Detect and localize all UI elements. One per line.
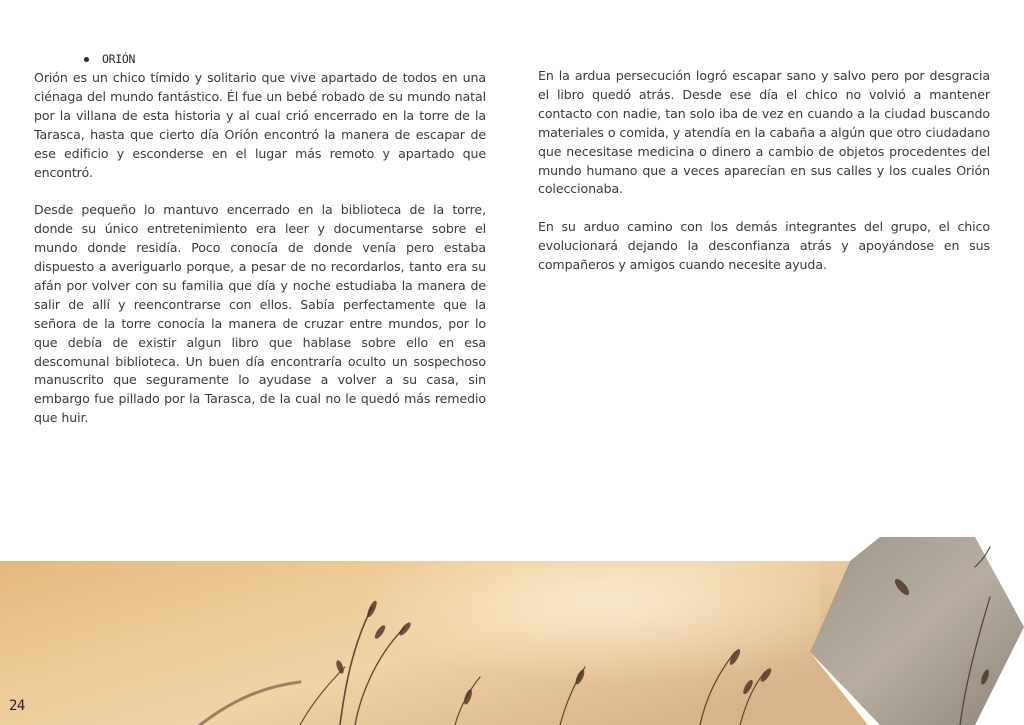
section-heading bbox=[34, 50, 486, 69]
paragraph: Orión es un chico tímido y solitario que vive apartado de todos en una ciénaga del mundo fantástico. Él fue un bebé robado de su mundo natal por la villana de esta historia y al cual crió encerrado en la torre de la Tarasca, hasta que cierto día Orión encontró la manera de escapar de ese edificio y esconderse en el lugar más remoto y apartado que encontró. bbox=[34, 70, 486, 180]
paragraph: En la ardua persecución logró escapar sano y salvo pero por desgracia el libro quedó atrás. Desde ese día el chico no volvió a mantener contacto con nadie, tan solo iba de vez en cuando a la ciudad buscando materiales o comida, y atendía en la cabaña a algún que otro ciudadano que necesitase medicina o dinero a cambio de objetos procedentes del mundo humano que a veces aparecían en sus calles y los cuales Orión coleccionaba. bbox=[538, 68, 990, 197]
paragraph: Desde pequeño lo mantuvo encerrado en la biblioteca de la torre, donde su único entretenimiento era leer y documentarse sobre el mundo donde residía. Poco conocía de donde venía pero estaba dispuesto a averiguarlo porque, a pesar de no recordarlos, tanto era su afán por volver con su familia que día y noche estudiaba la manera de salir de allí y reencontrarse con ellos. Sabía perfectamente que la señora de la torre conocía la manera de cruzar entre mundos, por lo que debía de existir algun libro que hablase sobre ello en esa descomunal biblioteca. Un buen día encontraría oculto un sospechoso manuscrito que seguramente lo ayudase a volver a su casa, sin embargo fue pillado por la Tarasca, de la cual no le quedó más remedio que huir. bbox=[34, 202, 486, 426]
grass-painting-icon bbox=[0, 537, 1024, 725]
bullet-icon bbox=[84, 57, 89, 62]
paragraph: En su arduo camino con los demás integrantes del grupo, el chico evolucionará dejando la desconfianza atrás y apoyándose en sus compañeros y amigos cuando necesite ayuda. bbox=[538, 219, 990, 273]
right-column bbox=[538, 67, 990, 275]
page-number: 24 bbox=[9, 698, 25, 714]
left-column bbox=[34, 50, 486, 428]
section-heading-text: ORIÓN bbox=[102, 52, 136, 67]
